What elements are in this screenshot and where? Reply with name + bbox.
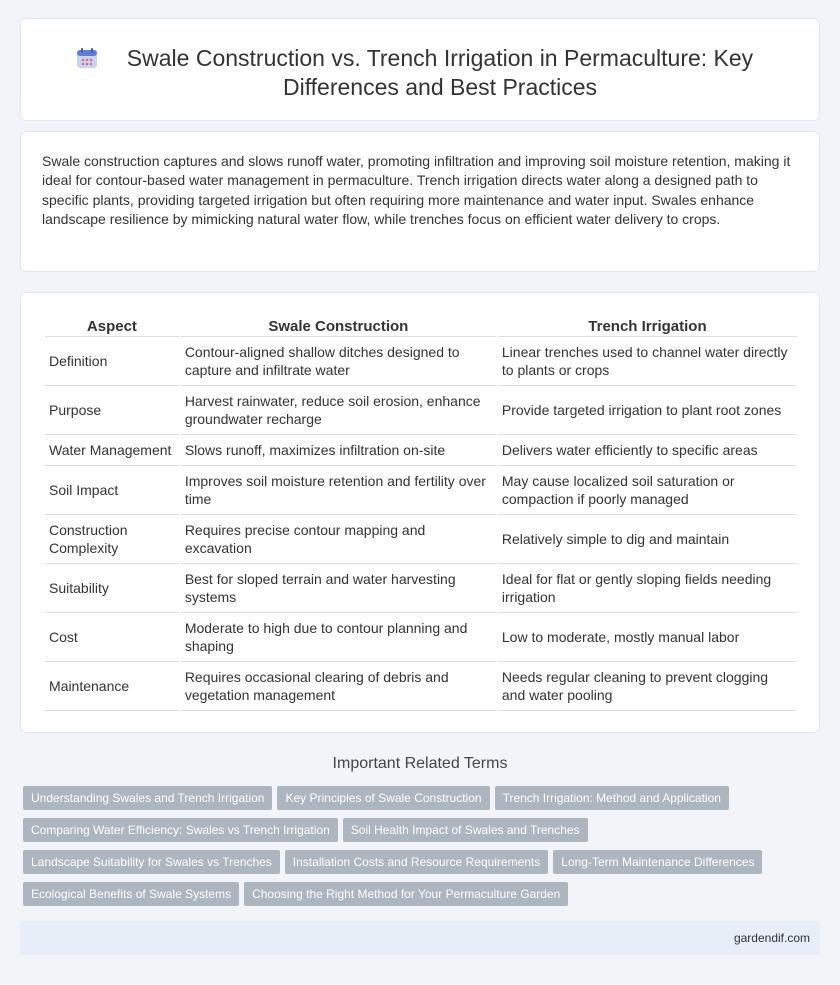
cell-swale: Requires occasional clearing of debris and vegetation management [181, 662, 496, 711]
related-term-tag[interactable]: Understanding Swales and Trench Irrigation [23, 786, 272, 810]
cell-swale: Requires precise contour mapping and excavation [181, 515, 496, 564]
related-terms-title: Important Related Terms [332, 755, 508, 772]
related-term-tag[interactable]: Comparing Water Efficiency: Swales vs Trench Irrigation [23, 818, 338, 842]
table-row [45, 564, 797, 613]
cell-aspect: Soil Impact [45, 466, 179, 515]
summary-text: Swale construction captures and slows runoff water, promoting infiltration and improving soil moisture retention, making it ideal for contour-based water management in permaculture. Trench irrigation directs water along a designed path to specific plants, providing targeted irrigation but often requiring more maintenance and water input. Swales enhance landscape resilience by mimicking natural water flow, while trenches focus on efficient water delivery to crops. [42, 153, 791, 228]
table-row [45, 337, 797, 386]
summary-card [20, 131, 820, 272]
cell-trench: Ideal for flat or gently sloping fields needing irrigation [498, 564, 797, 613]
cell-aspect: Suitability [45, 564, 179, 613]
related-term-tag[interactable]: Installation Costs and Resource Requirements [285, 850, 548, 874]
table-row [45, 515, 797, 564]
related-terms-list [23, 786, 783, 914]
cell-trench: Provide targeted irrigation to plant root zones [498, 386, 797, 435]
header-aspect: Aspect [45, 315, 179, 337]
cell-swale: Best for sloped terrain and water harvesting systems [181, 564, 496, 613]
page-title: Swale Construction vs. Trench Irrigation in Permaculture: Key Differences and Best Practices [126, 45, 754, 100]
cell-trench: Low to moderate, mostly manual labor [498, 613, 797, 662]
comparison-table [43, 315, 799, 711]
cell-aspect: Definition [45, 337, 179, 386]
cell-swale: Moderate to high due to contour planning and shaping [181, 613, 496, 662]
table-row [45, 435, 797, 466]
cell-trench: Delivers water efficiently to specific areas [498, 435, 797, 466]
cell-swale: Improves soil moisture retention and fertility over time [181, 466, 496, 515]
cell-trench: Relatively simple to dig and maintain [498, 515, 797, 564]
related-term-tag[interactable]: Landscape Suitability for Swales vs Trenches [23, 850, 280, 874]
related-term-tag[interactable]: Ecological Benefits of Swale Systems [23, 882, 239, 906]
cell-swale: Harvest rainwater, reduce soil erosion, enhance groundwater recharge [181, 386, 496, 435]
header-trench: Trench Irrigation [498, 315, 797, 337]
table-row [45, 613, 797, 662]
related-term-tag[interactable]: Key Principles of Swale Construction [277, 786, 489, 810]
header-card [20, 18, 820, 121]
cell-aspect: Maintenance [45, 662, 179, 711]
related-term-tag[interactable]: Choosing the Right Method for Your Permaculture Garden [244, 882, 568, 906]
cell-aspect: Construction Complexity [45, 515, 179, 564]
table-row [45, 466, 797, 515]
cell-trench: Linear trenches used to channel water directly to plants or crops [498, 337, 797, 386]
cell-swale: Slows runoff, maximizes infiltration on-site [181, 435, 496, 466]
footer [20, 921, 820, 955]
comparison-card [20, 292, 820, 733]
related-term-tag[interactable]: Soil Health Impact of Swales and Trenches [343, 818, 588, 842]
cell-aspect: Cost [45, 613, 179, 662]
table-row [45, 662, 797, 711]
cell-aspect: Purpose [45, 386, 179, 435]
related-term-tag[interactable]: Trench Irrigation: Method and Application [495, 786, 729, 810]
header-swale: Swale Construction [181, 315, 496, 337]
table-header-row [45, 315, 797, 337]
related-term-tag[interactable]: Long-Term Maintenance Differences [553, 850, 762, 874]
cell-trench: May cause localized soil saturation or compaction if poorly managed [498, 466, 797, 515]
cell-aspect: Water Management [45, 435, 179, 466]
cell-swale: Contour-aligned shallow ditches designed to capture and infiltrate water [181, 337, 496, 386]
cell-trench: Needs regular cleaning to prevent clogging and water pooling [498, 662, 797, 711]
footer-site[interactable]: gardendif.com [733, 931, 810, 945]
table-row [45, 386, 797, 435]
